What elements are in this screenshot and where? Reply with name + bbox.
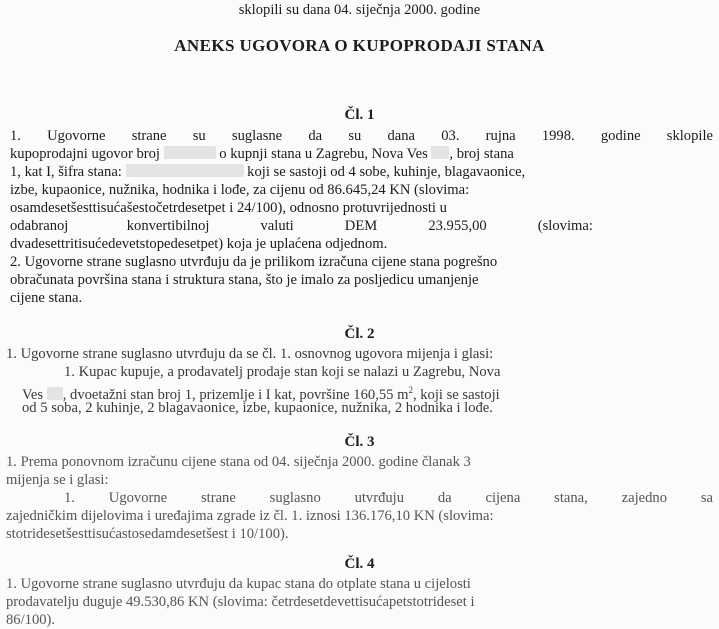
- text-fragment: , koji se sastoji: [412, 386, 500, 403]
- article-2-line-1: 1. Ugovorne strane suglasno utvrđuju da se čl. 1. osnovnog ugovora mijenja i glasi:: [6, 346, 494, 362]
- article-1-line-4: izbe, kupaonice, nužnika, hodnika i lođe, za cijenu od 86.645,24 KN (slovima:: [10, 182, 470, 198]
- redacted-contract-number: [164, 146, 216, 159]
- article-1-line-10: cijene stana.: [10, 290, 83, 306]
- article-2-heading: Čl. 2: [344, 326, 375, 342]
- article-1-line-6: odabranoj konvertibilnoj valuti DEM 23.955,00 (slovima:: [10, 218, 593, 234]
- article-3-heading: Čl. 3: [344, 434, 375, 450]
- article-2-line-4: od 5 soba, 2 kuhinje, 2 blagavaonice, izbe, kupaonice, nužnika, 2 hodnika i lođe.: [22, 400, 493, 416]
- article-1-line-9: obračunata površina stana i struktura stana, što je imalo za posljedicu umanjenje: [10, 272, 479, 288]
- text-fragment: Ves: [22, 386, 44, 403]
- text-fragment: kupoprodajni ugovor broj: [10, 146, 160, 162]
- text-fragment: , broj stana: [449, 146, 514, 162]
- article-4-line-1: 1. Ugovorne strane suglasno utvrđuju da kupac stana do otplate stana u cijelosti: [6, 576, 471, 592]
- article-1-heading: Čl. 1: [344, 107, 375, 123]
- article-3-line-4: zajedničkim dijelovima i uređajima zgrade iz čl. 1. iznosi 136.176,10 KN (slovima:: [6, 508, 494, 524]
- article-1-line-3: [10, 163, 719, 181]
- article-3-line-2: mijenja se i glasi:: [6, 472, 109, 488]
- article-4-heading: Čl. 4: [344, 556, 375, 572]
- superscript: 2: [408, 385, 413, 395]
- header-line: sklopili su dana 04. siječnja 2000. godine: [238, 2, 481, 18]
- article-1-line-2: [10, 145, 719, 163]
- article-3-line-5: stotridesetšesttisućastosedamdesetšest i 10/100).: [6, 526, 289, 542]
- document-title: ANEKS UGOVORA O KUPOPRODAJI STANA: [174, 36, 545, 55]
- text-fragment: o kupnji stana u Zagrebu, Nova Ves: [219, 146, 428, 162]
- article-4-line-3: 86/100).: [6, 612, 56, 628]
- article-2-line-2: 1. Kupac kupuje, a prodavatelj prodaje stan koji se nalazi u Zagrebu, Nova: [64, 364, 501, 380]
- redacted-street-number: [431, 146, 449, 159]
- article-1-line-8: 2. Ugovorne strane suglasno utvrđuju da je prilikom izračuna cijene stana pogrešno: [10, 254, 498, 270]
- article-3-line-3: 1. Ugovorne strane suglasno utvrđuju da cijena stana, zajedno sa: [64, 490, 713, 506]
- text-fragment: koji se sastoji od 4 sobe, kuhinje, blagavaonice,: [247, 164, 526, 180]
- article-1-line-7: dvadesettritisućedevetstopedesetpet) koja je uplaćena odjednom.: [10, 236, 388, 252]
- article-3-line-1: 1. Prema ponovnom izračunu cijene stana od 04. siječnja 2000. godine članak 3: [6, 454, 471, 470]
- text-fragment: 1, kat I, šifra stana:: [10, 164, 122, 180]
- article-1-line-1: 1. Ugovorne strane su suglasne da su dana 03. rujna 1998. godine sklopile: [10, 128, 713, 144]
- redacted-apartment-code: [126, 164, 244, 177]
- article-4-line-2: prodavatelju duguje 49.530,86 KN (slovima: četrdesetdevettisućapetstotrideset i: [6, 594, 475, 610]
- article-1-line-5: osamdesetšesttisućašestočetrdesetpet i 24/100), odnosno protuvrijednosti u: [10, 200, 447, 216]
- text-fragment: , dvoetažni stan broj 1, prizemlje i I kat, površine 160,55 m: [62, 386, 409, 403]
- redacted-street-number: [47, 387, 63, 400]
